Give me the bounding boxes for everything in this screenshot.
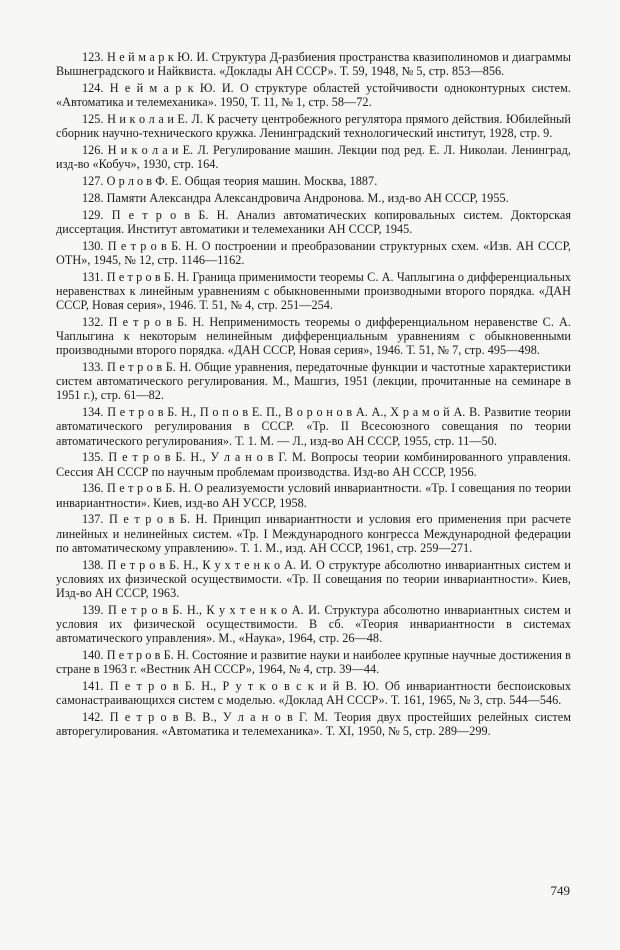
reference-number: 124.: [82, 81, 104, 95]
reference-number: 128.: [82, 190, 104, 205]
reference-entry: [56, 191, 571, 205]
reference-text: П е т р о в Б. Н., У л а н о в Г. М. Вопросы теории комбинированного управления. Сессия АН СССР по научным проблемам производства. Изд-во АН СССР, 1956.: [56, 450, 571, 479]
reference-number: 139.: [82, 602, 104, 617]
reference-entry: [56, 481, 571, 509]
reference-entry: [56, 50, 571, 78]
reference-number: 137.: [82, 512, 104, 527]
reference-entry: [56, 558, 571, 601]
reference-text: П е т р о в Б. Н. Неприменимость теоремы о дифференциальном неравенстве С. А. Чаплыгина к некоторым нелинейным дифференциальным уравнениям с обыкновенными производными второго порядка. «ДАН СССР, Новая серия», 1946. Т. 51, № 7, стр. 495—498.: [56, 314, 571, 358]
reference-text: П е т р о в Б. Н., К у х т е н к о А. И. Структура абсолютно инвариантных систем и условия их физической осуществимости. В сб. «Теория инвариантности в системах автоматического управления». М., «Наука», 1964, стр. 26—48.: [56, 602, 571, 646]
reference-text: П е т р о в Б. Н. Общие уравнения, передаточные функции и частотные характеристики систем автоматического регулирования. М., Машгиз, 1951 (лекции, прочитанные на семинаре в 1951 г.), стр. 61—82.: [56, 360, 571, 403]
reference-text: Н и к о л а и Е. Л. К расчету центробежного регулятора прямого действия. Юбилейный сборник научно-технического кружка. Ленинградский технологический институт, 1928, стр. 9.: [56, 112, 571, 141]
reference-entry: [56, 143, 571, 171]
reference-text: П е т р о в Б. Н. Принцип инвариантности и условия его применения при расчете линейных и нелинейных систем. «Тр. I Международного конгресса Международной федерации по автоматическому управлению». Т. 1. М., изд. АН СССР, 1961, стр. 259—271.: [56, 512, 571, 555]
reference-text: П е т р о в Б. Н. Состояние и развитие науки и наиболее крупные научные достижения в стране в 1963 г. «Вестник АН СССР», 1964, № 4, стр. 39—44.: [56, 648, 571, 677]
reference-entry: [56, 112, 571, 140]
reference-number: 140.: [82, 648, 104, 663]
reference-text: Н е й м а р к Ю. И. О структуре областей устойчивости одноконтурных систем. «Автоматика и телемеханика». 1950, Т. 11, № 1, стр. 58—72.: [56, 81, 571, 110]
reference-entry: [56, 239, 571, 267]
reference-entry: [56, 405, 571, 448]
reference-entry: [56, 270, 571, 313]
reference-number: 131.: [82, 269, 104, 284]
reference-text: П е т р о в Б. Н. Анализ автоматических копировальных систем. Докторская диссертация. Институт автоматики и телемеханики АН СССР, 1945.: [56, 207, 571, 236]
reference-number: 123.: [82, 50, 104, 64]
reference-text: Н е й м а р к Ю. И. Структура Д-разбиения пространства квазиполиномов и диаграммы Вышнеградского и Найквиста. «Доклады АН СССР». Т. 59, 1948, № 5, стр. 853—856.: [56, 50, 571, 79]
reference-text: П е т р о в Б. Н. О построении и преобразовании структурных схем. «Изв. АН СССР, ОТН», 1945, № 12, стр. 1146—1162.: [56, 238, 571, 267]
reference-number: 138.: [82, 557, 104, 572]
reference-entry: [56, 81, 571, 109]
reference-number: 126.: [82, 143, 104, 157]
reference-entry: [56, 710, 571, 738]
reference-list: [56, 50, 571, 741]
reference-number: 132.: [82, 314, 104, 329]
reference-number: 135.: [82, 450, 104, 465]
reference-text: П е т р о в Б. Н., П о п о в Е. П., В о р о н о в А. А., Х р а м о й А. В. Развитие теории автоматического регулирования в СССР. «Тр. II Всесоюзного совещания по теории автоматического регулирования». Т. 1. М. — Л., изд-во АН СССР, 1955, стр. 11—50.: [56, 405, 571, 448]
reference-number: 127.: [82, 174, 104, 188]
reference-entry: [56, 679, 571, 707]
reference-number: 136.: [82, 481, 104, 496]
reference-number: 134.: [82, 405, 104, 420]
reference-text: О р л о в Ф. Е. Общая теория машин. Москва, 1887.: [106, 174, 378, 188]
reference-number: 141.: [82, 679, 104, 694]
reference-entry: [56, 208, 571, 236]
reference-number: 130.: [82, 238, 104, 253]
reference-entry: [56, 450, 571, 478]
reference-text: П е т р о в В. В., У л а н о в Г. М. Теория двух простейших релейных систем авторегулирования. «Автоматика и телемеханика». Т. XI, 1950, № 5, стр. 289—299.: [56, 710, 571, 739]
reference-entry: [56, 603, 571, 646]
page-number: 749: [550, 883, 570, 898]
reference-text: Памяти Александра Александровича Андронова. М., изд-во АН СССР, 1955.: [106, 190, 509, 205]
reference-entry: [56, 360, 571, 403]
reference-number: 133.: [82, 360, 104, 374]
reference-number: 129.: [82, 207, 104, 222]
reference-number: 125.: [82, 112, 104, 126]
reference-entry: [56, 174, 571, 188]
reference-entry: [56, 315, 571, 358]
reference-text: Н и к о л а и Е. Л. Регулирование машин. Лекции под ред. Е. Л. Николаи. Ленинград, изд-во «Кобуч», 1930, стр. 164.: [56, 143, 571, 172]
reference-text: П е т р о в Б. Н. О реализуемости условий инвариантности. «Тр. I совещания по теории инвариантности». Киев, изд-во АН УССР, 1958.: [56, 481, 571, 510]
reference-text: П е т р о в Б. Н., К у х т е н к о А. И. О структуре абсолютно инвариантных систем и условиях их физической осуществимости. «Тр. II совещания по теории инвариантности». Киев, Изд-во АН СССР, 1963.: [56, 557, 571, 601]
reference-number: 142.: [82, 710, 104, 725]
reference-text: П е т р о в Б. Н., Р у т к о в с к и й В. Ю. Об инвариантности беспоисковых самонастраивающихся систем с моделью. «Доклад АН СССР». Т. 161, 1965, № 3, стр. 544—546.: [56, 679, 571, 708]
reference-entry: [56, 648, 571, 676]
reference-entry: [56, 512, 571, 555]
reference-text: П е т р о в Б. Н. Граница применимости теоремы С. А. Чаплыгина о дифференциальных неравенствах к линейным уравнениям с обыкновенными производными второго порядка. «ДАН СССР, Новая серия», 1946. Т. 51, № 4, стр. 251—254.: [56, 269, 571, 312]
